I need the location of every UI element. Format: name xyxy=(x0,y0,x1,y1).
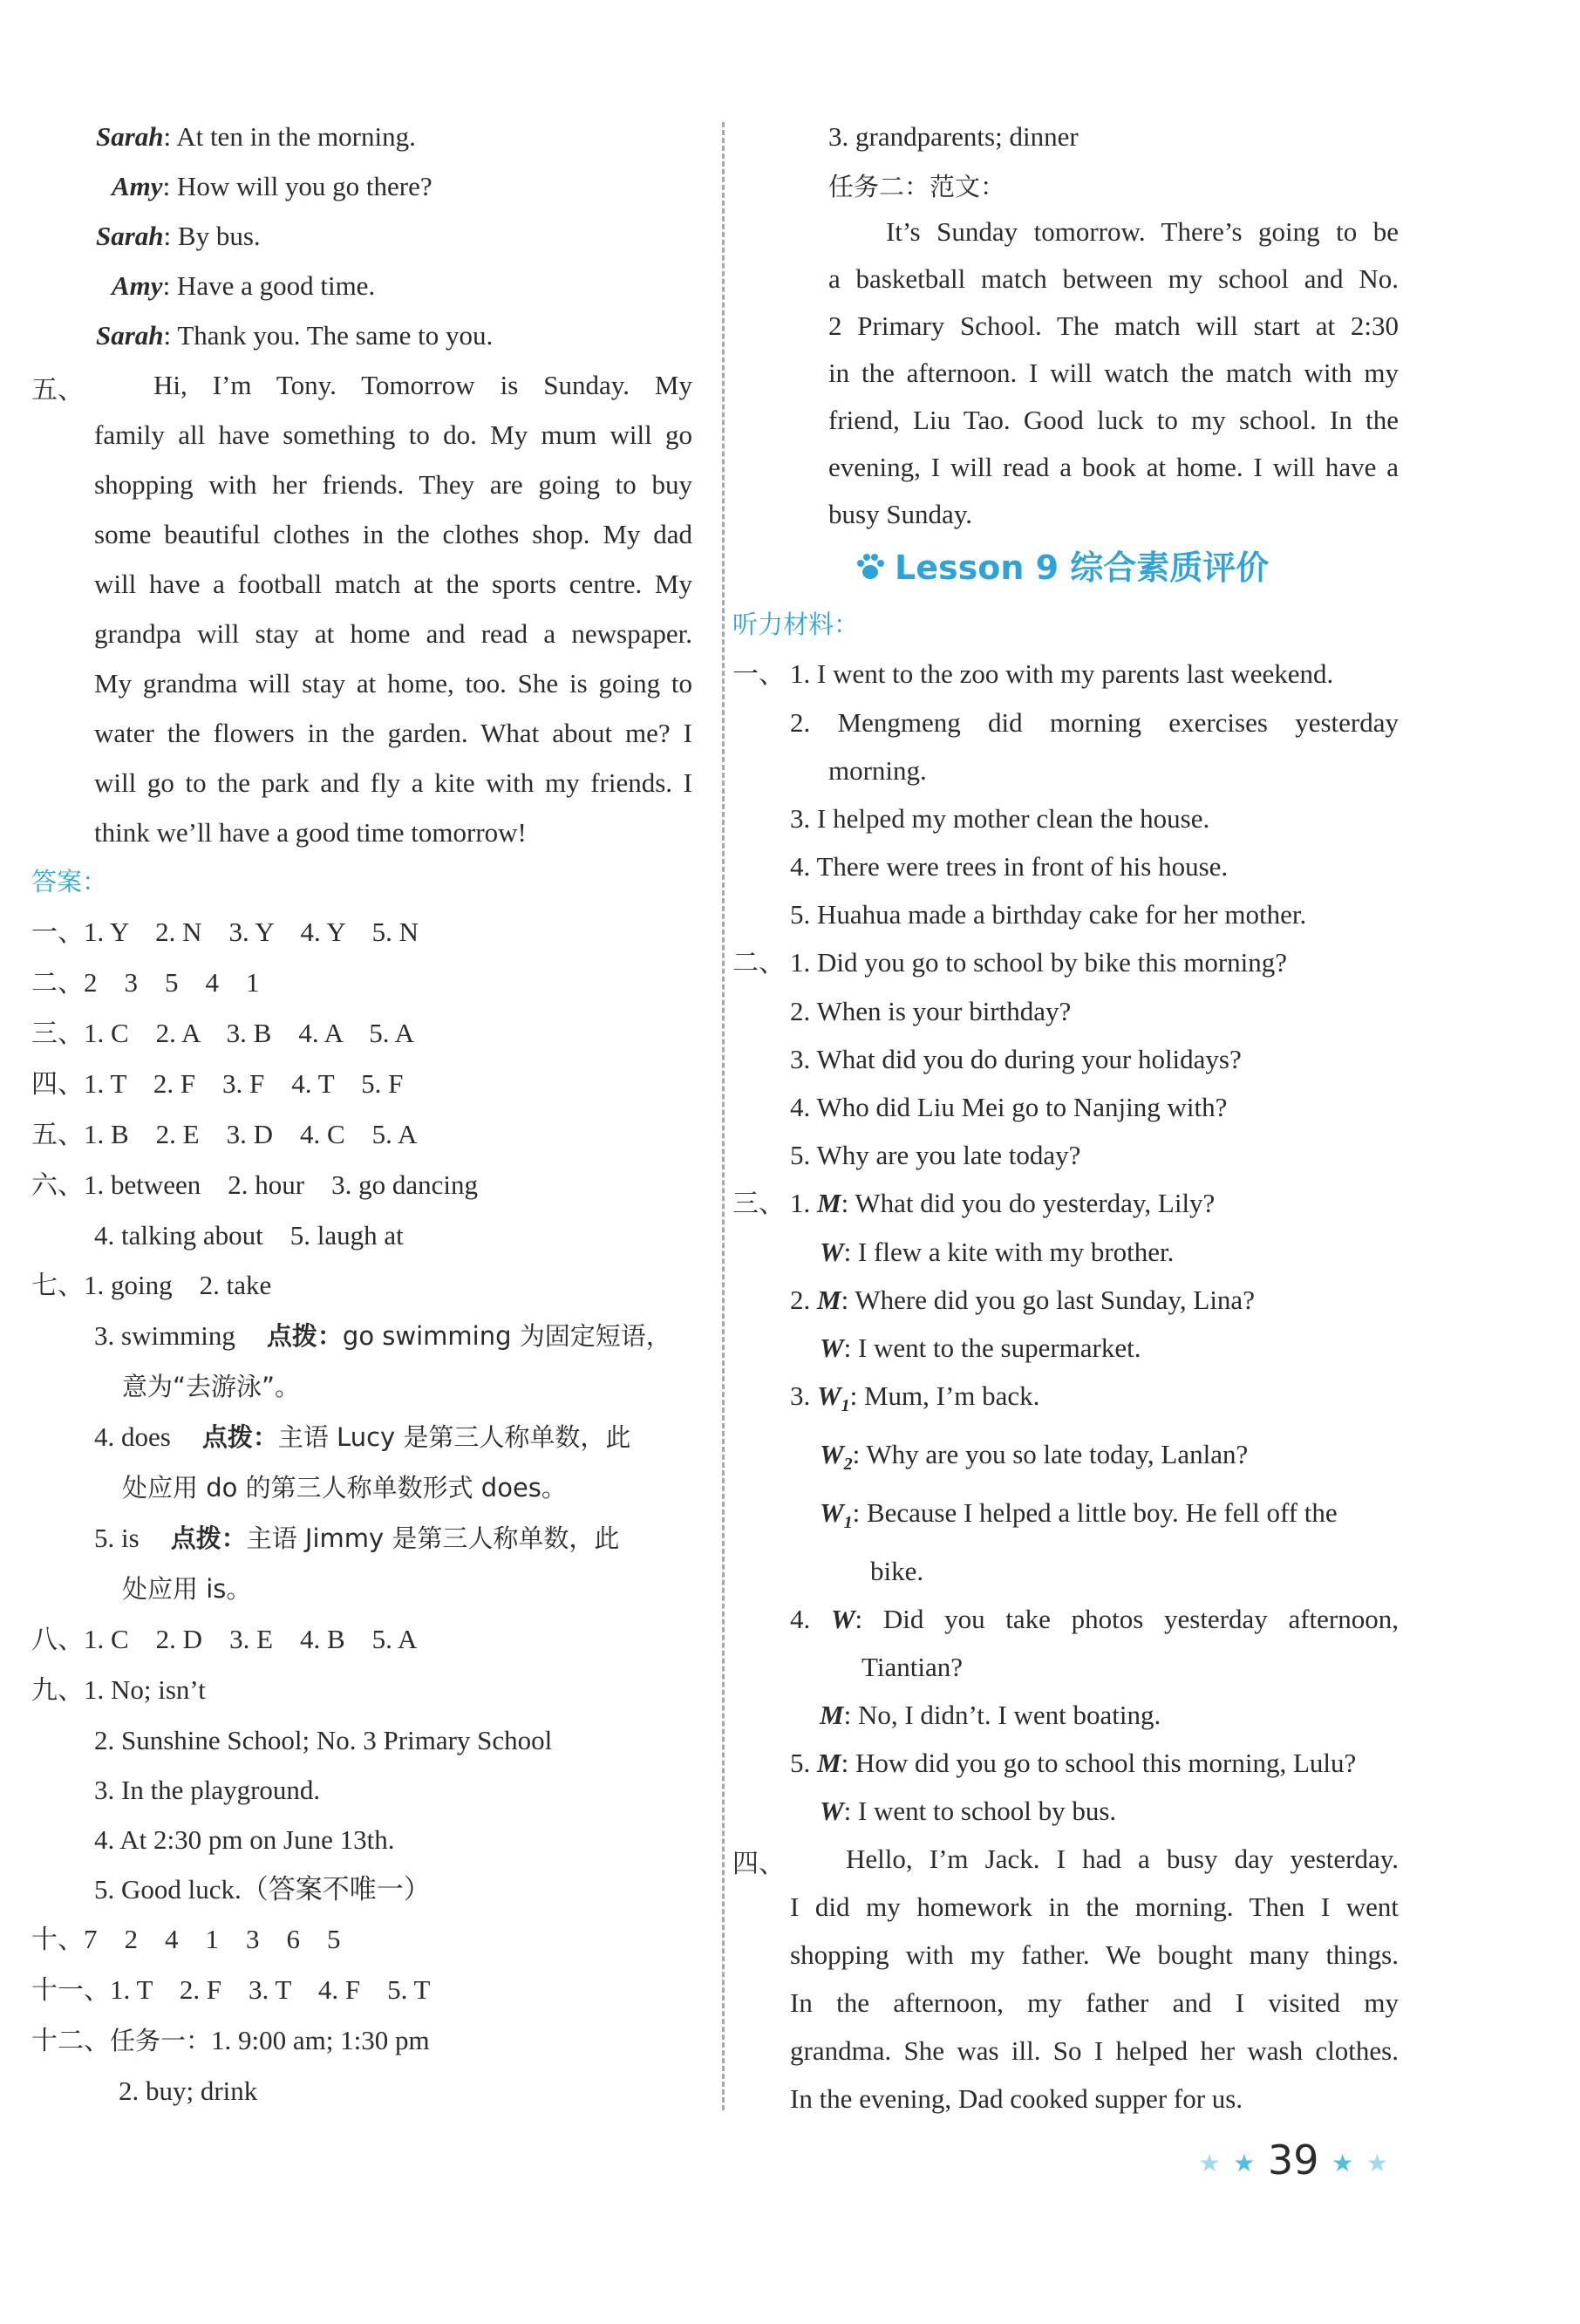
dialogue-cont: bike. xyxy=(870,1556,924,1587)
lesson-title: Lesson 9 综合素质评价 xyxy=(895,549,1270,587)
listening-row: 2. When is your birthday? xyxy=(790,995,1072,1026)
passage-line: water the flowers in the garden. What about me? I xyxy=(94,718,692,748)
answer-row: 二、2 3 5 4 1 xyxy=(31,958,703,1008)
listening-row: 5. Huahua made a birthday cake for her mother. xyxy=(790,898,1307,930)
passage-line: In the afternoon, my father and I visited my xyxy=(790,1987,1399,2019)
right-column xyxy=(732,112,1413,2123)
essay-line: busy Sunday. xyxy=(828,499,973,529)
speaker-name: M xyxy=(817,1187,841,1218)
dialogue-line: W: I went to the supermarket. xyxy=(820,1332,1141,1363)
answer-row-cont: 4. At 2:30 pm on June 13th. xyxy=(94,1824,395,1855)
answer-row: 十一、1. T 2. F 3. T 4. F 5. T xyxy=(31,1965,703,2015)
listening-row: 4. Who did Liu Mei go to Nanjing with? xyxy=(790,1091,1228,1122)
answer-row-cont: 5. Good luck.（答案不唯一） xyxy=(94,1874,431,1905)
page-number: 39 xyxy=(1267,2137,1319,2184)
listening-row-cont: morning. xyxy=(828,754,927,786)
passage-line: family all have something to do. My mum will go xyxy=(94,419,692,450)
listening-row: 一、 1. I went to the zoo with my parents last weekend. xyxy=(732,650,1413,699)
answer-row-cont: 2. buy; drink xyxy=(119,2075,258,2106)
speaker-name: W xyxy=(820,1236,844,1267)
dialogue-line: Amy: Have a good time. xyxy=(112,270,376,301)
star-icon: ★ xyxy=(1233,2149,1256,2177)
star-icon: ★ xyxy=(1365,2149,1388,2177)
passage-line: grandma. She was ill. So I helped her wash clothes. xyxy=(790,2035,1399,2067)
answer-row: 六、1. between 2. hour 3. go dancing xyxy=(31,1160,703,1210)
dialogue-line: 5. M: How did you go to school this morning, Lulu? xyxy=(790,1748,1357,1779)
tip-label: 点拨： xyxy=(201,1422,278,1452)
passage-line: shopping with my father. We bought many things. xyxy=(790,1939,1399,1971)
listening-header: 听力材料： xyxy=(732,609,860,639)
speaker-name: W xyxy=(820,1332,844,1363)
passage-line: Hi, I’m Tony. Tomorrow is Sunday. My xyxy=(153,370,692,400)
left-column xyxy=(31,112,703,2116)
passage-line: will have a football match at the sports centre. My xyxy=(94,569,692,599)
tip-cont: 处应用 is。 xyxy=(122,1574,252,1604)
answer-row: 一、1. Y 2. N 3. Y 4. Y 5. N xyxy=(31,907,703,958)
speaker-name: W xyxy=(820,1796,844,1827)
answer-row: 四、1. T 2. F 3. F 4. T 5. F xyxy=(31,1059,703,1109)
paw-icon xyxy=(855,535,886,605)
answer-row-cont: 2. Sunshine School; No. 3 Primary School xyxy=(94,1725,553,1755)
essay-line: evening, I will read a book at home. I will have a xyxy=(828,452,1399,482)
dialogue-line: Sarah: By bus. xyxy=(96,221,261,251)
listening-row: 2. Mengmeng did morning exercises yesterday xyxy=(790,706,1399,738)
page-number-block xyxy=(1199,2137,1388,2184)
answer-with-tip: 4. does 点拨：主语 Lucy 是第三人称单数，此 xyxy=(94,1421,631,1452)
answers-header: 答案： xyxy=(31,867,108,896)
section-marker: 一、 xyxy=(732,658,785,690)
section-marker: 一、 xyxy=(31,917,84,948)
speaker-name: M xyxy=(817,1748,841,1779)
section-marker: 八、 xyxy=(31,1625,84,1655)
section-marker: 十二、 xyxy=(31,2026,110,2056)
listening-row: 3. What did you do during your holidays? xyxy=(790,1043,1242,1074)
answer-row: 八、1. C 2. D 3. E 4. B 5. A xyxy=(31,1614,703,1665)
speaker-name: M xyxy=(817,1284,841,1315)
passage-line: My grandma will stay at home, too. She is going to xyxy=(94,668,692,699)
passage-line: Hello, I’m Jack. I had a busy day yesterday. xyxy=(846,1844,1399,1875)
dialogue-line: $W_2$: Why are you so late today, Lanlan? xyxy=(820,1438,1249,1474)
dialogue-line: 2. M: Where did you go last Sunday, Lina? xyxy=(790,1284,1255,1315)
answer-row: 十二、任务一：1. 9:00 am; 1:30 pm xyxy=(31,2015,703,2066)
speaker-name: W xyxy=(830,1604,855,1635)
tip-label: 点拨： xyxy=(266,1321,343,1351)
answer-row: 九、1. No; isn’t xyxy=(31,1665,703,1715)
dialogue-line: 4. W: Did you take photos yesterday afternoon, xyxy=(790,1604,1400,1635)
section-marker: 七、 xyxy=(31,1271,84,1301)
answer-row: 五、1. B 2. E 3. D 4. C 5. A xyxy=(31,1109,703,1160)
column-divider xyxy=(722,122,725,2110)
passage-line: will go to the park and fly a kite with my friends. I xyxy=(94,767,692,798)
section-marker: 九、 xyxy=(31,1675,84,1706)
section-marker: 十一、 xyxy=(31,1975,110,2006)
dialogue-line: M: No, I didn’t. I went boating. xyxy=(820,1700,1161,1731)
section-4-passage xyxy=(732,1835,1413,2123)
dialogue-line: Amy: How will you go there? xyxy=(112,171,432,201)
passage-line: I did my homework in the morning. Then I went xyxy=(790,1891,1399,1923)
essay-line: friend, Liu Tao. Good luck to my school. In the xyxy=(828,405,1399,435)
dialogue-line: 3. $W_1$: Mum, I’m back. xyxy=(790,1380,1040,1415)
section-marker: 四、 xyxy=(732,1849,785,1880)
task-2-label: 任务二：范文： xyxy=(828,172,1006,201)
listening-row: 5. Why are you late today? xyxy=(790,1139,1081,1170)
speaker-name: W xyxy=(820,1438,844,1469)
listening-row: 二、 1. Did you go to school by bike this morning? xyxy=(732,938,1413,987)
tip-cont: 处应用 do 的第三人称单数形式 does。 xyxy=(122,1473,567,1503)
section-marker: 四、 xyxy=(31,1069,84,1100)
dialogue-line: W: I went to school by bus. xyxy=(820,1796,1117,1827)
answer-row-cont: 4. talking about 5. laugh at xyxy=(94,1220,404,1251)
section-marker: 二、 xyxy=(31,968,84,998)
passage-line: grandpa will stay at home and read a newspaper. xyxy=(94,618,692,649)
speaker-name: M xyxy=(820,1700,844,1731)
model-essay xyxy=(732,208,1413,538)
dialogue-line: W: I flew a kite with my brother. xyxy=(820,1236,1175,1267)
essay-line: 2 Primary School. The match will start at 2:30 xyxy=(828,310,1399,341)
listening-row: 4. There were trees in front of his house. xyxy=(790,850,1229,882)
answer-row-cont: 3. In the playground. xyxy=(94,1775,321,1805)
tip-cont: 意为“去游泳”。 xyxy=(122,1372,301,1401)
answer-with-tip: 3. swimming 点拨：go swimming 为固定短语， xyxy=(94,1320,671,1351)
section-marker: 十、 xyxy=(31,1925,84,1955)
speaker-name: W xyxy=(820,1496,844,1528)
passage-line: In the evening, Dad cooked supper for us. xyxy=(790,2083,1243,2115)
dialogue-line: Sarah: At ten in the morning. xyxy=(96,121,416,152)
section-marker: 五、 xyxy=(31,1120,84,1150)
dialogue-cont: Tiantian? xyxy=(862,1652,963,1683)
tip-label: 点拨： xyxy=(170,1523,247,1553)
section-marker: 五、 xyxy=(31,375,84,406)
dialogue-line: 三、 1. M: What did you do yesterday, Lily? xyxy=(732,1179,1413,1228)
answer-row: 七、1. going 2. take xyxy=(31,1260,703,1311)
essay-line: a basketball match between my school and No. xyxy=(828,263,1399,294)
section-marker: 六、 xyxy=(31,1170,84,1201)
task-label: 任务一： xyxy=(110,2026,212,2055)
listening-row: 3. I helped my mother clean the house. xyxy=(790,802,1210,834)
essay-line: It’s Sunday tomorrow. There’s going to be xyxy=(886,216,1399,247)
answer-row-cont: 3. grandparents; dinner xyxy=(828,121,1079,152)
star-icon: ★ xyxy=(1198,2149,1221,2177)
section-marker: 二、 xyxy=(732,947,785,978)
section-marker: 三、 xyxy=(732,1188,785,1219)
dialogue-line: Sarah: Thank you. The same to you. xyxy=(96,320,494,351)
speaker-name: Sarah xyxy=(96,320,164,351)
dialogue-line: $W_1$: Because I helped a little boy. He fell off the xyxy=(820,1496,1338,1533)
speaker-name: Amy xyxy=(112,171,163,201)
section-marker: 三、 xyxy=(31,1019,84,1049)
answer-row: 三、1. C 2. A 3. B 4. A 5. A xyxy=(31,1008,703,1059)
section-5-passage xyxy=(31,360,703,857)
speaker-name: Sarah xyxy=(96,121,164,152)
star-icon: ★ xyxy=(1331,2149,1354,2177)
passage-line: shopping with her friends. They are going to buy xyxy=(94,469,692,500)
lesson-title-row xyxy=(732,533,1413,605)
speaker-name: Sarah xyxy=(96,221,164,251)
essay-line: in the afternoon. I will watch the match with my xyxy=(828,358,1399,388)
speaker-name: Amy xyxy=(112,270,163,301)
answer-row: 十、7 2 4 1 3 6 5 xyxy=(31,1914,703,1965)
answer-with-tip: 5. is 点拨：主语 Jimmy 是第三人称单数，此 xyxy=(94,1523,620,1553)
speaker-name: W xyxy=(817,1380,841,1411)
passage-line: think we’ll have a good time tomorrow! xyxy=(94,817,527,848)
passage-line: some beautiful clothes in the clothes shop. My dad xyxy=(94,519,692,549)
